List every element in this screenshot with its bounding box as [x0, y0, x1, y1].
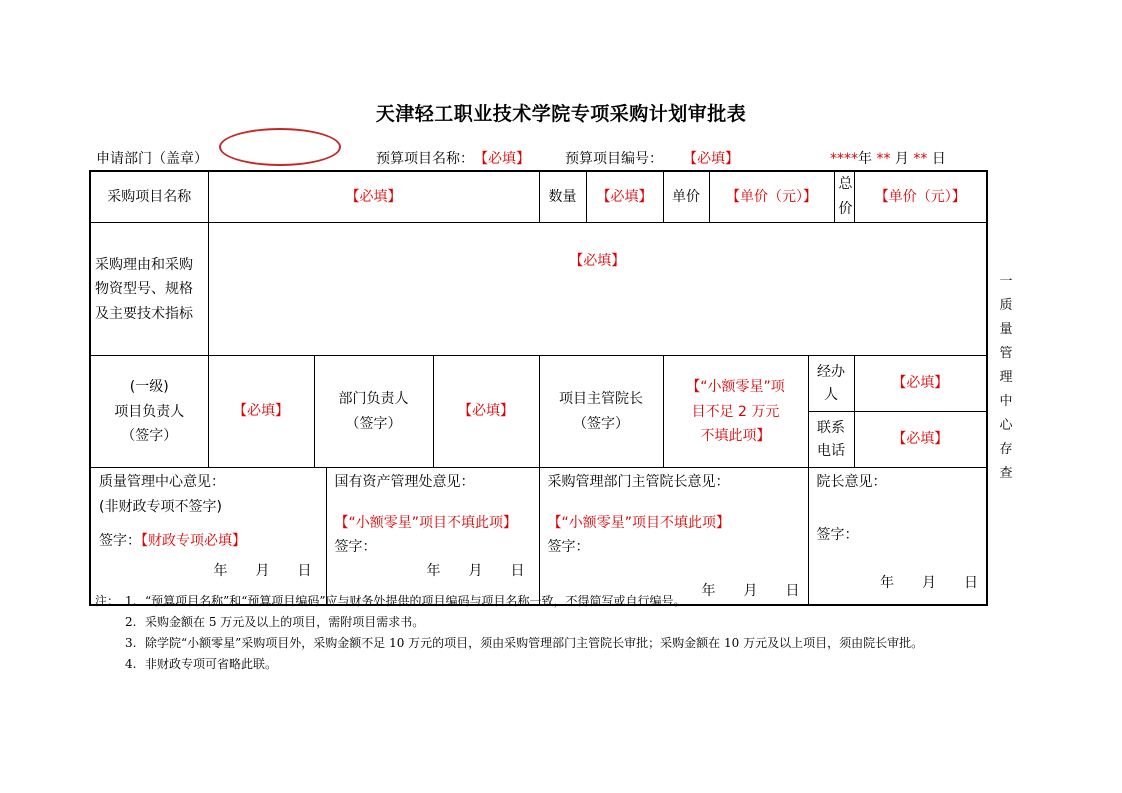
reason-value[interactable]: 【必填】 — [208, 223, 987, 356]
budget-code-label: 预算项目编号： — [565, 151, 663, 167]
president-date-day: 日 — [964, 575, 978, 592]
proc-opinion-cell[interactable] — [539, 468, 808, 605]
project-leader-title: 项目负责人 — [114, 403, 185, 420]
asset-date-month: 月 — [468, 563, 483, 580]
president-sign-label: 签字： — [816, 526, 859, 543]
item-name-value[interactable]: 【必填】 — [208, 171, 539, 223]
phone-label-line: 电话 — [817, 442, 845, 459]
side-char: 心 — [999, 418, 1013, 433]
total-price-label: 总价 — [834, 171, 854, 223]
note-text: 采购金额在 5 万元及以上的项目，需附项目需求书。 — [145, 615, 425, 629]
date-day-stars: ** — [913, 151, 928, 167]
quantity-value[interactable]: 【必填】 — [586, 171, 663, 223]
project-leader-label — [90, 356, 208, 468]
qm-sign-label: 签字： — [99, 533, 141, 550]
qm-sign-row — [99, 529, 318, 554]
president-date-year: 年 — [880, 575, 894, 592]
project-leader-level: (一级) — [129, 379, 169, 396]
qm-date-day: 日 — [297, 563, 312, 580]
dept-head-value[interactable]: 【必填】 — [433, 356, 539, 468]
date-year-stars: **** — [830, 151, 858, 167]
proc-sign-label: 签字： — [547, 539, 590, 556]
president-opinion-cell[interactable] — [808, 468, 987, 605]
qm-date-year: 年 — [213, 563, 228, 580]
side-char: 中 — [999, 394, 1013, 409]
handler-label-line: 经办 — [817, 364, 845, 381]
note-item — [95, 612, 1040, 633]
asset-date-year: 年 — [426, 563, 441, 580]
dept-head-sign: （签字） — [345, 415, 402, 432]
asset-opinion-cell[interactable] — [326, 468, 539, 605]
side-char: 量 — [999, 322, 1013, 337]
qm-opinion-cell[interactable] — [90, 468, 326, 605]
phone-value[interactable]: 【必填】 — [854, 412, 987, 468]
asset-opinion-title: 国有资产管理处意见： — [334, 474, 475, 491]
reason-label-line: 及主要技术指标 — [95, 305, 193, 322]
note-text: 非财政专项可省略此联。 — [145, 657, 278, 671]
note-text: “预算项目名称”和“预算项目编码”应与财务处提供的项目编码与项目名称一致，不得简写或自行编号。 — [145, 594, 686, 608]
date-month-stars: ** — [876, 151, 891, 167]
proc-date-month: 月 — [743, 583, 758, 600]
phone-label — [808, 412, 854, 468]
phone-label-line: 联系 — [817, 420, 845, 437]
reason-label-line: 采购理由和采购 — [95, 256, 193, 273]
president-opinion-title: 院长意见： — [816, 474, 887, 491]
page-title: 天津轻工职业技术学院专项采购计划审批表 — [375, 103, 747, 125]
note-item — [95, 591, 1040, 612]
note-text: 除学院“小额零星”采购项目外，采购金额不足 10 万元的项目，须由采购管理部门主管院长审批；采购金额在 10 万元及以上项目，须由院长审批。 — [145, 636, 924, 650]
vp-label — [539, 356, 663, 468]
qm-date — [186, 559, 312, 584]
seal-stamp-area[interactable] — [219, 128, 341, 166]
total-price-value[interactable]: 【单价（元）】 — [854, 171, 987, 223]
note-number: 2. — [125, 615, 137, 629]
side-char: 存 — [999, 442, 1013, 457]
note-item — [95, 654, 1040, 675]
qm-note: 【财政专项必填】 — [141, 533, 246, 550]
proc-note: 【“小额零星”项目不填此项】 — [547, 514, 731, 531]
qm-date-month: 月 — [255, 563, 270, 580]
vp-note-line: 【“小额零星”项 — [686, 379, 785, 396]
approval-form-table — [89, 170, 988, 606]
side-char: 查 — [999, 466, 1013, 481]
unit-price-label: 单价 — [663, 171, 709, 223]
dept-head-label — [314, 356, 433, 468]
date-day-label: 日 — [931, 151, 946, 167]
asset-date-day: 日 — [510, 563, 525, 580]
qm-opinion-title: 质量管理中心意见： — [99, 474, 225, 491]
reason-label-line: 物资型号、规格 — [95, 281, 193, 298]
qm-opinion-sub: (非财政专项不签字) — [99, 498, 222, 515]
reason-label — [90, 223, 208, 356]
proc-opinion-title: 采购管理部门主管院长意见： — [547, 474, 730, 491]
handler-value[interactable]: 【必填】 — [854, 356, 987, 412]
proc-date-year: 年 — [701, 583, 716, 600]
asset-sign-label: 签字： — [334, 539, 377, 556]
budget-name-label: 预算项目名称： — [376, 151, 474, 167]
side-char: 管 — [999, 346, 1013, 361]
president-date-month: 月 — [922, 575, 936, 592]
vp-title: 项目主管院长 — [559, 390, 643, 407]
asset-note: 【“小额零星”项目不填此项】 — [334, 514, 518, 531]
apply-date[interactable] — [830, 148, 946, 168]
date-year-label: 年 — [858, 151, 872, 167]
side-char: 一 — [999, 274, 1013, 289]
proc-date-day: 日 — [785, 583, 800, 600]
note-number: 1. — [125, 594, 137, 608]
notes-label: 注： — [95, 594, 120, 608]
dept-head-title: 部门负责人 — [338, 390, 409, 407]
vp-sign: （签字） — [573, 415, 629, 432]
project-leader-value[interactable]: 【必填】 — [208, 356, 314, 468]
project-leader-sign: （签字） — [121, 428, 178, 445]
side-char: 理 — [999, 370, 1013, 385]
date-month-label: 月 — [894, 151, 909, 167]
vp-note-line: 目不足 2 万元 — [691, 403, 780, 420]
dept-label: 申请部门（盖章） — [96, 151, 208, 167]
notes-section — [95, 591, 1040, 675]
asset-date — [399, 559, 525, 584]
note-item — [95, 633, 1040, 654]
side-char: 质 — [999, 298, 1013, 313]
quantity-label: 数量 — [539, 171, 586, 223]
handler-label — [808, 356, 854, 412]
budget-code-value[interactable]: 【必填】 — [683, 151, 739, 167]
note-number: 4. — [125, 657, 137, 671]
unit-price-value[interactable]: 【单价（元）】 — [709, 171, 834, 223]
note-number: 3. — [125, 636, 137, 650]
vp-note-line: 不填此项】 — [700, 428, 771, 445]
handler-label-line: 人 — [824, 386, 838, 403]
budget-name-value[interactable]: 【必填】 — [474, 151, 530, 167]
side-copy-label — [998, 270, 1014, 486]
item-name-label: 采购项目名称 — [90, 171, 208, 223]
vp-value[interactable] — [663, 356, 808, 468]
